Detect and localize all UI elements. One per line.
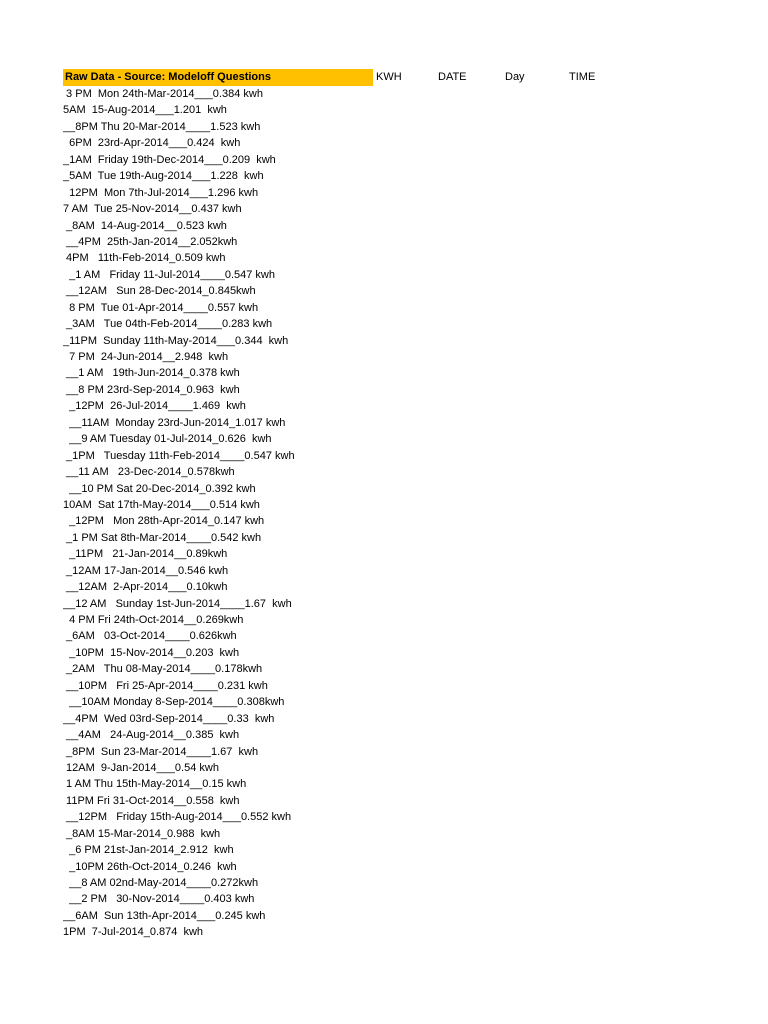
data-row-cell[interactable]: __8PM Thu 20-Mar-2014____1.523 kwh bbox=[63, 120, 261, 133]
data-row-cell[interactable]: __12AM Sun 28-Dec-2014_0.845kwh bbox=[63, 285, 256, 298]
data-row-cell[interactable]: _10PM 15-Nov-2014__0.203 kwh bbox=[63, 646, 240, 659]
data-row-cell[interactable]: 7 PM 24-Jun-2014__2.948 kwh bbox=[63, 351, 229, 363]
data-row-cell[interactable]: _11PM 21-Jan-2014__0.89kwh bbox=[63, 548, 228, 561]
data-row-cell[interactable]: __8 AM 02nd-May-2014____0.272kwh bbox=[63, 877, 259, 889]
data-row-cell[interactable]: __10AM Monday 8-Sep-2014____0.308kwh bbox=[63, 696, 285, 709]
data-row-cell[interactable]: _6 PM 21st-Jan-2014_2.912 kwh bbox=[63, 844, 234, 857]
header-kwh-cell[interactable]: KWH bbox=[376, 71, 402, 83]
data-row-cell[interactable]: _1AM Friday 19th-Dec-2014___0.209 kwh bbox=[63, 153, 276, 166]
data-row-cell[interactable]: _5AM Tue 19th-Aug-2014___1.228 kwh bbox=[63, 170, 264, 183]
data-row-cell[interactable]: 11PM Fri 31-Oct-2014__0.558 kwh bbox=[63, 794, 240, 807]
data-row-cell[interactable]: __6AM Sun 13th-Apr-2014___0.245 kwh bbox=[63, 909, 266, 922]
data-row-cell[interactable]: __12AM 2-Apr-2014___0.10kwh bbox=[63, 581, 228, 594]
data-row-cell[interactable]: __10PM Fri 25-Apr-2014____0.231 kwh bbox=[63, 679, 268, 692]
data-row-cell[interactable]: _3AM Tue 04th-Feb-2014____0.283 kwh bbox=[63, 318, 273, 331]
data-row-cell[interactable]: __4AM 24-Aug-2014__0.385 kwh bbox=[63, 729, 240, 742]
data-row-cell[interactable]: 12AM 9-Jan-2014___0.54 kwh bbox=[63, 761, 219, 774]
data-row-cell[interactable]: __12 AM Sunday 1st-Jun-2014____1.67 kwh bbox=[63, 597, 292, 610]
data-row-cell[interactable]: _12PM 26-Jul-2014____1.469 kwh bbox=[63, 400, 246, 413]
data-row-cell[interactable]: _10PM 26th-Oct-2014_0.246 kwh bbox=[63, 860, 237, 873]
data-row-cell[interactable]: __8 PM 23rd-Sep-2014_0.963 kwh bbox=[63, 383, 240, 396]
header-row bbox=[63, 69, 663, 86]
data-row-cell[interactable]: __1 AM 19th-Jun-2014_0.378 kwh bbox=[63, 367, 240, 380]
data-row-cell[interactable]: _12PM Mon 28th-Apr-2014_0.147 kwh bbox=[63, 515, 265, 528]
data-row-cell[interactable]: _6AM 03-Oct-2014____0.626kwh bbox=[63, 630, 237, 643]
data-row-cell[interactable]: __11 AM 23-Dec-2014_0.578kwh bbox=[63, 466, 235, 479]
data-row-cell[interactable]: __12PM Friday 15th-Aug-2014___0.552 kwh bbox=[63, 811, 292, 824]
data-row-cell[interactable]: 1PM 7-Jul-2014_0.874 kwh bbox=[63, 926, 204, 939]
data-row-cell[interactable]: 3 PM Mon 24th-Mar-2014___0.384 kwh bbox=[63, 88, 263, 100]
data-row-cell[interactable]: _12AM 17-Jan-2014__0.546 kwh bbox=[63, 564, 229, 577]
data-row-cell[interactable]: 8 PM Tue 01-Apr-2014____0.557 kwh bbox=[63, 301, 259, 314]
data-row-cell[interactable]: 6PM 23rd-Apr-2014___0.424 kwh bbox=[63, 137, 241, 150]
data-row-cell[interactable]: _1 PM Sat 8th-Mar-2014____0.542 kwh bbox=[63, 531, 262, 544]
data-row-cell[interactable]: 1 AM Thu 15th-May-2014__0.15 kwh bbox=[63, 778, 247, 791]
header-day-cell[interactable]: Day bbox=[505, 71, 525, 83]
header-date-cell[interactable]: DATE bbox=[438, 71, 467, 83]
data-row-cell[interactable]: __11AM Monday 23rd-Jun-2014_1.017 kwh bbox=[63, 416, 286, 429]
data-row-cell[interactable]: __4PM Wed 03rd-Sep-2014____0.33 kwh bbox=[63, 712, 275, 725]
data-row-cell[interactable]: 12PM Mon 7th-Jul-2014___1.296 kwh bbox=[63, 186, 259, 199]
data-row-cell[interactable]: 7 AM Tue 25-Nov-2014__0.437 kwh bbox=[63, 203, 242, 216]
data-row-cell[interactable]: 5AM 15-Aug-2014___1.201 kwh bbox=[63, 104, 227, 117]
data-row-cell[interactable]: __10 PM Sat 20-Dec-2014_0.392 kwh bbox=[63, 482, 256, 495]
data-row-cell[interactable]: _1 AM Friday 11-Jul-2014____0.547 kwh bbox=[63, 268, 275, 281]
data-row-cell[interactable]: _8PM Sun 23-Mar-2014____1.67 kwh bbox=[63, 745, 259, 758]
data-row-cell[interactable]: _2AM Thu 08-May-2014____0.178kwh bbox=[63, 663, 263, 676]
data-row-cell[interactable]: 10AM Sat 17th-May-2014___0.514 kwh bbox=[63, 498, 260, 511]
data-row-cell[interactable]: __9 AM Tuesday 01-Jul-2014_0.626 kwh bbox=[63, 433, 272, 446]
data-row-cell[interactable]: _8AM 14-Aug-2014__0.523 kwh bbox=[63, 219, 227, 232]
data-row-cell[interactable]: 4 PM Fri 24th-Oct-2014__0.269kwh bbox=[63, 614, 244, 626]
header-time-cell[interactable]: TIME bbox=[569, 71, 596, 83]
header-title-cell[interactable]: Raw Data - Source: Modeloff Questions bbox=[63, 69, 373, 86]
data-row-cell[interactable]: __4PM 25th-Jan-2014__2.052kwh bbox=[63, 235, 238, 248]
data-row-cell[interactable]: _8AM 15-Mar-2014_0.988 kwh bbox=[63, 827, 221, 840]
data-row-cell[interactable]: 4PM 11th-Feb-2014_0.509 kwh bbox=[63, 252, 226, 265]
data-row-cell[interactable]: __2 PM 30-Nov-2014____0.403 kwh bbox=[63, 893, 255, 906]
data-row-cell[interactable]: _11PM Sunday 11th-May-2014___0.344 kwh bbox=[63, 334, 289, 347]
data-row-cell[interactable]: _1PM Tuesday 11th-Feb-2014____0.547 kwh bbox=[63, 449, 295, 462]
raw-data-rows bbox=[63, 86, 663, 941]
